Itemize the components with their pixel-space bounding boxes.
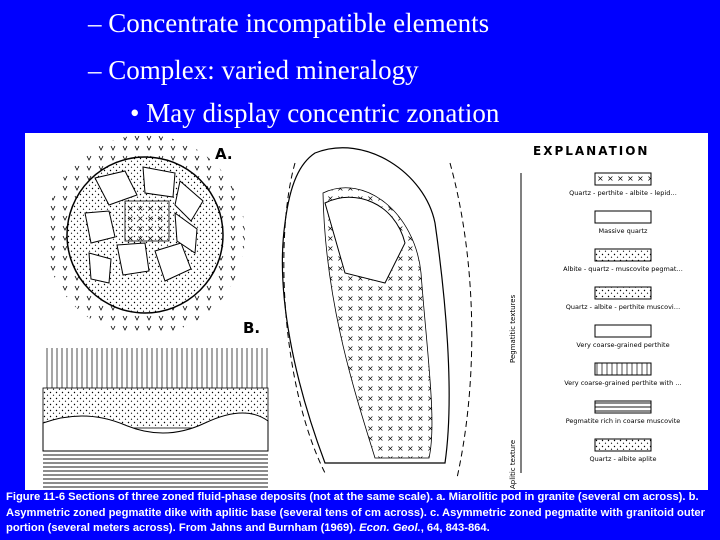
legend-label: Albite - quartz - muscovite pegmat… — [563, 265, 683, 273]
legend-swatch — [595, 249, 651, 261]
explanation-legend — [509, 144, 683, 489]
legend-label: Very coarse-grained perthite with … — [564, 379, 682, 387]
legend-swatch — [595, 211, 651, 223]
caption-main: Figure 11-6 Sections of three zoned fluid-phase deposits (not at the same scale). a. Miarolitic pod in granite (several cm across). b. Asymmetric zoned pegmatite dike with aplitic base (several tens of cm across). c. Asymmetric zoned pegmatite with granitoid outer portion (several meters across). From Jahns and Burnham (1969). — [6, 491, 705, 534]
figure-drawing — [25, 133, 708, 490]
figure-caption — [6, 490, 718, 537]
bullet-complex-mineralogy: – Complex: varied mineralogy — [88, 55, 419, 85]
legend-swatch — [595, 363, 651, 375]
legend-swatch — [595, 439, 651, 451]
legend-swatch — [595, 173, 651, 185]
explanation-title: EXPLANATION — [533, 144, 650, 158]
side-label-pegmatitic: Pegmatitic textures — [509, 294, 517, 363]
legend-label: Massive quartz — [598, 227, 648, 235]
legend-label: Quartz - albite aplite — [589, 455, 657, 463]
caption-journal: Econ. Geol. — [359, 522, 421, 534]
legend-swatch — [595, 325, 651, 337]
label-a: A. — [215, 145, 233, 163]
legend-label: Quartz - albite - perthite muscovi… — [565, 303, 681, 311]
side-label-aplitic: Aplitic texture — [509, 439, 517, 489]
dike-b-upper-zone — [43, 348, 268, 388]
legend-label: Quartz - perthite - albite - lepid… — [569, 189, 677, 197]
bullet-concentric-zonation: • May display concentric zonation — [130, 98, 500, 128]
zoned-pegmatite-figure — [25, 133, 708, 490]
legend-label: Pegmatite rich in coarse muscovite — [565, 417, 681, 425]
legend-label: Very coarse-grained perthite — [576, 341, 670, 349]
label-b: B. — [243, 319, 261, 337]
dike-b-section — [43, 319, 268, 489]
legend-swatch — [595, 287, 651, 299]
bullet-concentrate-incompatible: – Concentrate incompatible elements — [88, 8, 490, 38]
legend-swatch — [595, 401, 651, 413]
dike-b-aplitic-base — [43, 451, 268, 489]
caption-tail: , 64, 843-864. — [420, 522, 490, 534]
body-c-section — [282, 148, 471, 478]
pod-a-section — [45, 135, 245, 335]
